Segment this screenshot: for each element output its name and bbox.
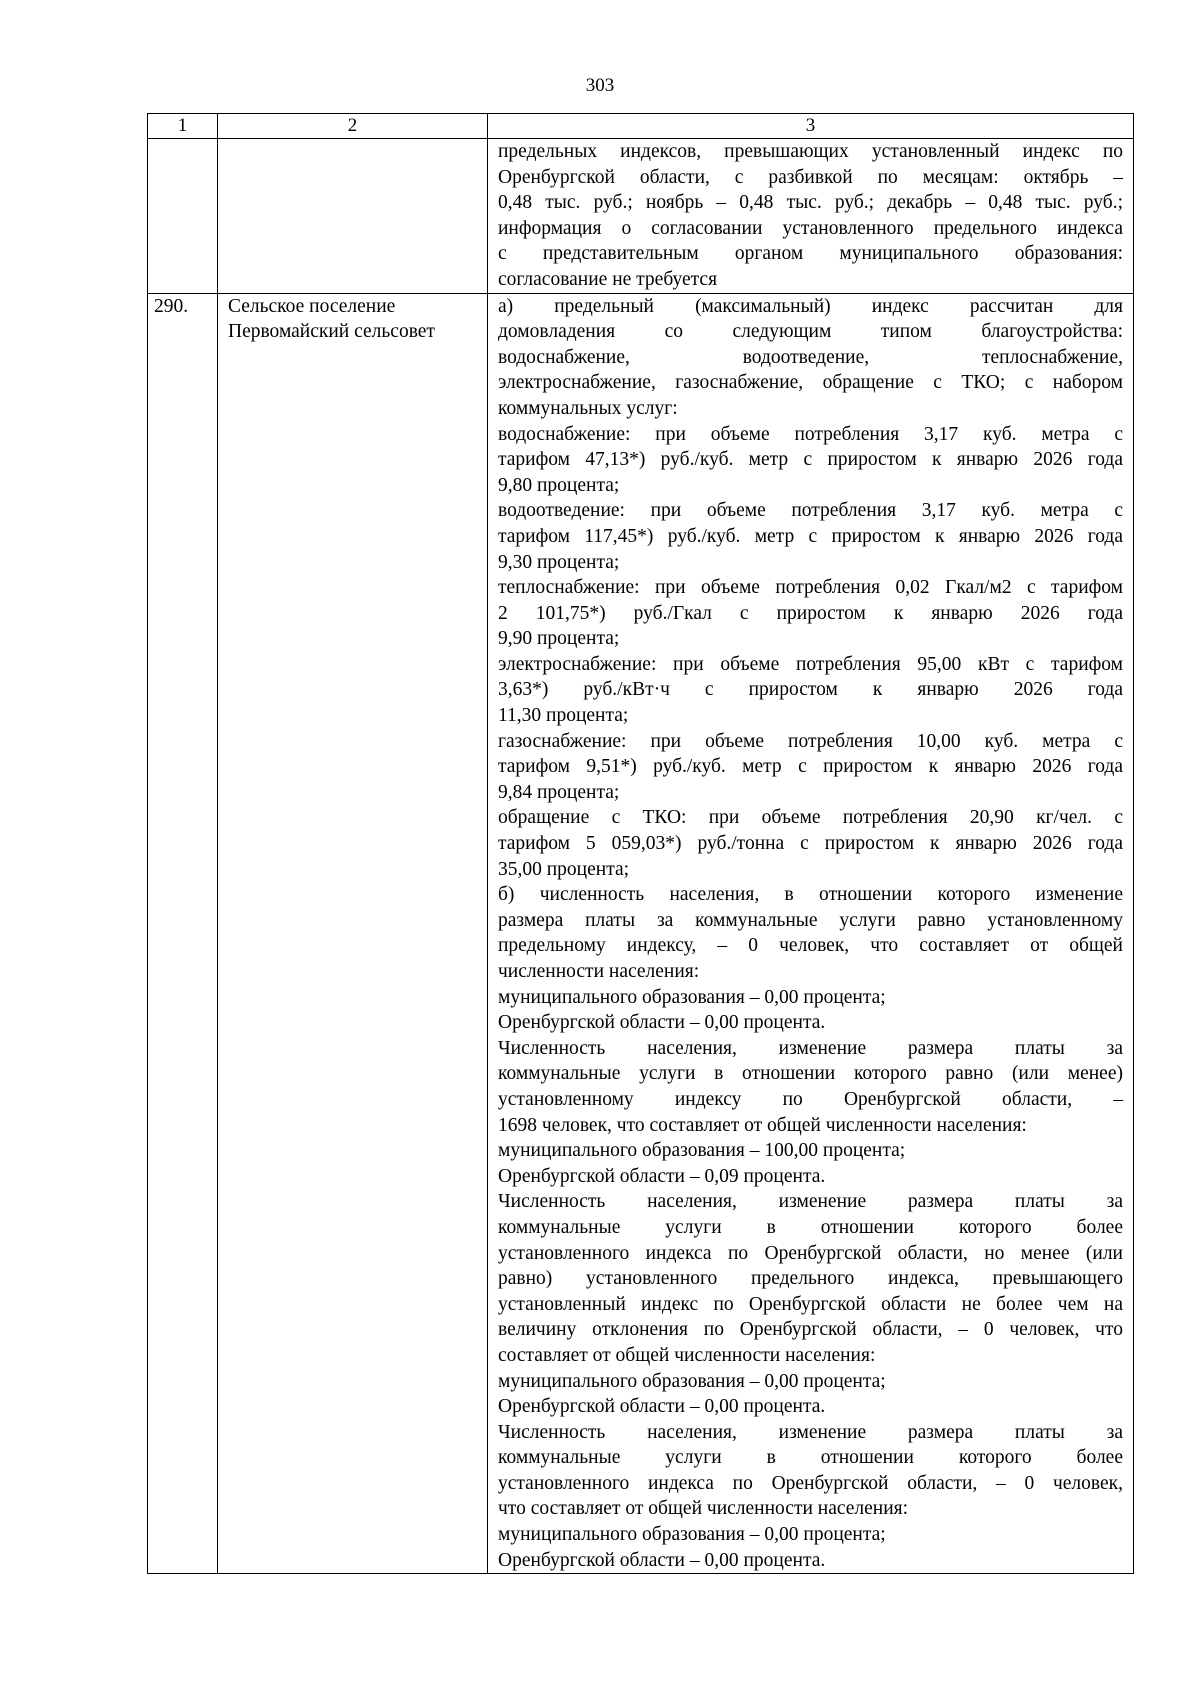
document-table [147,113,1134,1574]
text-line: водоотведение: при объеме потребления 3,17 куб. метра с [498,500,1123,522]
text-line: муниципального образования – 100,00 процента; [498,1140,906,1162]
text-line: обращение с ТКО: при объеме потребления 20,90 кг/чел. с [498,807,1123,829]
text-line: 11,30 процента; [498,705,629,727]
text-line: газоснабжение: при объеме потребления 10,00 куб. метра с [498,730,1123,752]
text-line: установленному индексу по Оренбургской области, – [498,1088,1123,1110]
text-line: водоснабжение: при объеме потребления 3,17 куб. метра с [498,423,1123,445]
text-line: 9,84 процента; [498,781,620,803]
text-line: размера платы за коммунальные услуги равно установленному [498,909,1123,931]
column-header-2: 2 [218,114,488,139]
text-line: согласование не требуется [498,268,718,290]
text-line: Численность населения, изменение размера платы за [498,1037,1123,1059]
table-header-row [148,114,1134,139]
text-line: электроснабжение: при объеме потребления 95,00 кВт с тарифом [498,653,1123,675]
municipality-name-line: Первомайский сельсовет [228,321,435,343]
text-line: установленный индекс по Оренбургской области не более чем на [498,1293,1123,1315]
continuation-name-cell [218,139,488,294]
column-header-3: 3 [488,114,1134,139]
text-line: коммунальных услуг: [498,397,678,419]
text-line: 9,30 процента; [498,551,620,573]
text-line: информация о согласовании установленного предельного индекса [498,217,1123,239]
text-line: предельных индексов, превышающих установленный индекс по [498,141,1123,162]
text-line: коммунальные услуги в отношении которого более [498,1447,1123,1469]
table-row-290 [148,293,1134,1574]
text-line: с представительным органом муниципального образования: [498,243,1123,265]
municipality-name-line: Сельское поселение [228,295,396,317]
text-line: Оренбургской области – 0,09 процента. [498,1165,826,1187]
text-line: равно) установленного предельного индекса, превышающего [498,1268,1123,1290]
text-line: муниципального образования – 0,00 процента; [498,1524,886,1546]
text-line: 3,63*) руб./кВт·ч с приростом к январю 2026 года [498,679,1123,701]
text-line: предельному индексу, – 0 человек, что составляет от общей [498,935,1123,957]
text-line: 9,90 процента; [498,628,620,650]
text-line: установленного индекса по Оренбургской области, но менее (или [498,1242,1123,1264]
text-line: водоснабжение, водоотведение, теплоснабжение, [498,346,1123,368]
text-line: электроснабжение, газоснабжение, обращение с ТКО; с набором [498,372,1123,394]
text-line: 1698 человек, что составляет от общей численности населения: [498,1114,1027,1136]
text-line: что составляет от общей численности населения: [498,1498,909,1520]
text-line: Оренбургской области – 0,00 процента. [498,1549,826,1571]
index-description-cell [488,293,1134,1574]
text-line: Оренбургской области, с разбивкой по месяцам: октябрь – [498,166,1123,188]
text-line: Оренбургской области – 0,00 процента. [498,1396,826,1418]
page-number: 303 [585,75,615,96]
column-header-1: 1 [148,114,218,139]
text-line: 0,48 тыс. руб.; ноябрь – 0,48 тыс. руб.; декабрь – 0,48 тыс. руб.; [498,192,1123,214]
text-line: тарифом 47,13*) руб./куб. метр с приростом к январю 2026 года [498,449,1123,471]
text-line: муниципального образования – 0,00 процента; [498,1370,886,1392]
text-line: 35,00 процента; [498,858,630,880]
row-number: 290. [148,293,218,1574]
table-row-continuation [148,139,1134,294]
text-line: домовладения со следующим типом благоустройства: [498,321,1123,343]
text-line: коммунальные услуги в отношении которого более [498,1216,1123,1238]
text-line: 2 101,75*) руб./Гкал с приростом к январю 2026 года [498,602,1123,624]
continuation-number-cell [148,139,218,294]
text-line: муниципального образования – 0,00 процента; [498,986,886,1008]
text-line: Численность населения, изменение размера платы за [498,1421,1123,1443]
municipality-name-cell [218,293,488,1574]
text-line: составляет от общей численности населения: [498,1344,876,1366]
text-line: тарифом 117,45*) руб./куб. метр с приростом к январю 2026 года [498,525,1123,547]
text-line: установленного индекса по Оренбургской области, – 0 человек, [498,1472,1123,1494]
text-line: численности населения: [498,961,700,982]
text-line: а) предельный (максимальный) индекс рассчитан для [498,295,1123,317]
text-line: б) численность населения, в отношении которого изменение [498,884,1123,906]
text-line: тарифом 9,51*) руб./куб. метр с приростом к январю 2026 года [498,756,1123,778]
text-line: величину отклонения по Оренбургской области, – 0 человек, что [498,1319,1123,1341]
text-line: тарифом 5 059,03*) руб./тонна с приростом к январю 2026 года [498,833,1123,855]
text-line: Оренбургской области – 0,00 процента. [498,1012,826,1034]
text-line: Численность населения, изменение размера платы за [498,1191,1123,1213]
continuation-text-cell [488,139,1134,294]
text-line: теплоснабжение: при объеме потребления 0,02 Гкал/м2 с тарифом [498,577,1123,599]
text-line: 9,80 процента; [498,474,620,496]
text-line: коммунальные услуги в отношении которого равно (или менее) [498,1063,1123,1085]
